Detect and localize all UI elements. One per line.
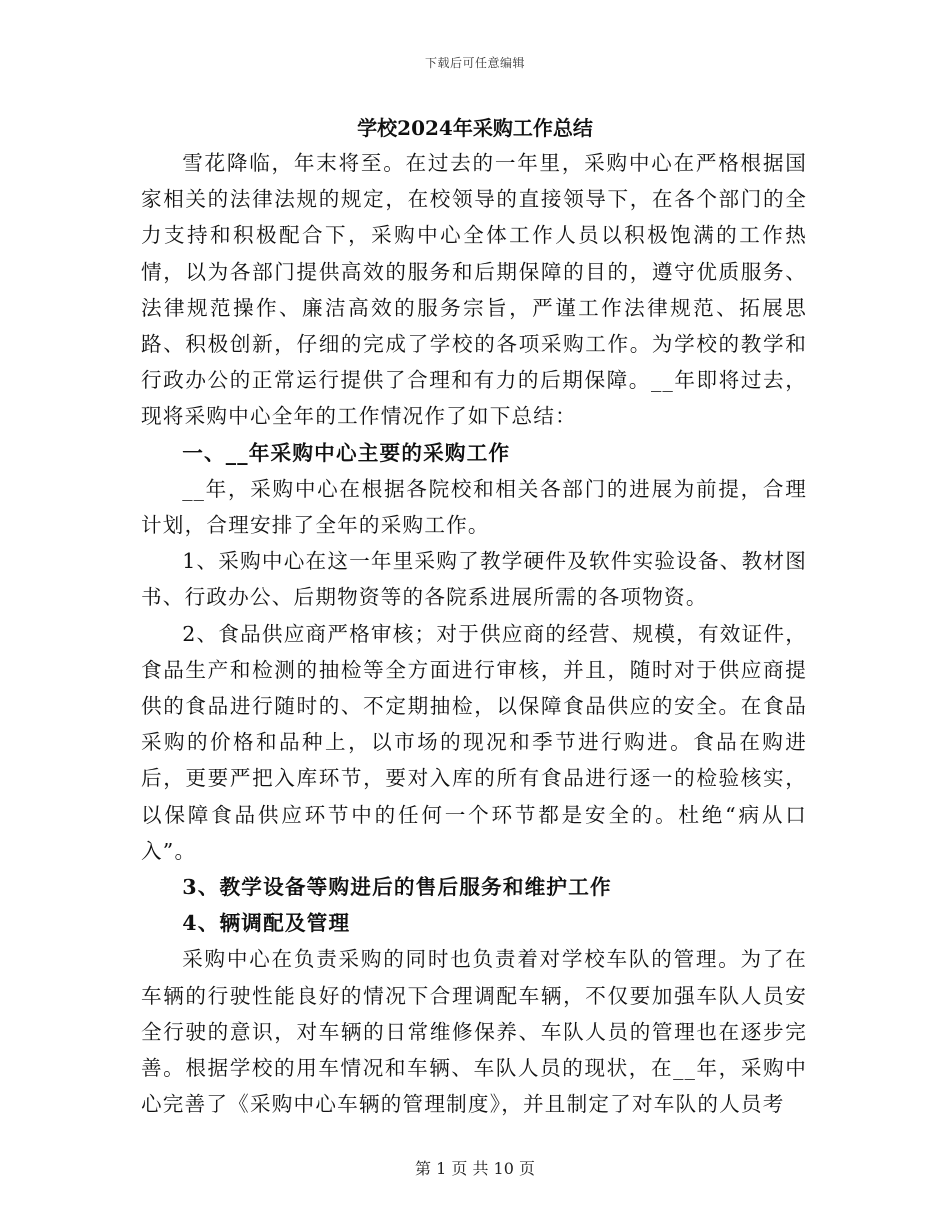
- heading-item-3: 3、教学设备等购进后的售后服务和维护工作: [182, 875, 612, 900]
- paragraph-item-1: 1、采购中心在这一年里采购了教学硬件及软件实验设备、教材图书、行政办公、后期物资等的各院系进展所需的各项物资。: [141, 549, 807, 610]
- heading-item-4: 4、辆调配及管理: [182, 911, 351, 936]
- section-heading-1: 一、__年采购中心主要的采购工作: [182, 440, 511, 465]
- header-note: 下载后可任意编辑: [424, 56, 525, 70]
- paragraph-intro: 雪花降临，年末将至。在过去的一年里，采购中心在严格根据国家相关的法律法规的规定，在校领导的直接领导下，在各个部门的全力支持和积极配合下，采购中心全体工作人员以积极饱满的工作热情，以为各部门提供高效的服务和后期保障的目的，遵守优质服务、法律规范操作、廉洁高效的服务宗旨，严谨工作法律规范、拓展思路、积极创新，仔细的完成了学校的各项采购工作。为学校的教学和行政办公的正常运行提供了合理和有力的后期保障。__年即将过去，现将采购中心全年的工作情况作了如下总结：: [141, 151, 807, 429]
- document-body: [141, 145, 807, 1122]
- page-footer: 第 1 页 共 10 页: [415, 1159, 535, 1178]
- paragraph-section-1: __年，采购中心在根据各院校和相关各部门的进展为前提，合理计划，合理安排了全年的采购工作。: [141, 476, 807, 538]
- paragraph-item-2: 2、食品供应商严格审核；对于供应商的经营、规模，有效证件，食品生产和检测的抽检等全方面进行审核，并且，随时对于供应商提供的食品进行随时的、不定期抽检，以保障食品供应的安全。在食品采购的价格和品种上，以市场的现况和季节进行购进。食品在购进后，更要严把入库环节，要对入库的所有食品进行逐一的检验核实，以保障食品供应环节中的任何一个环节都是安全的。杜绝“病从口入”。: [141, 621, 807, 863]
- paragraph-vehicle-management: 采购中心在负责采购的同时也负责着对学校车队的管理。为了在车辆的行驶性能良好的情况下合理调配车辆，不仅要加强车队人员安全行驶的意识，对车辆的日常维修保养、车队人员的管理也在逐步完善。根据学校的用车情况和车辆、车队人员的现状，在__年，采购中心完善了《采购中心车辆的管理制度》，并且制定了对车队的人员考: [141, 947, 807, 1117]
- document-title: 学校2024年采购工作总结: [357, 116, 593, 140]
